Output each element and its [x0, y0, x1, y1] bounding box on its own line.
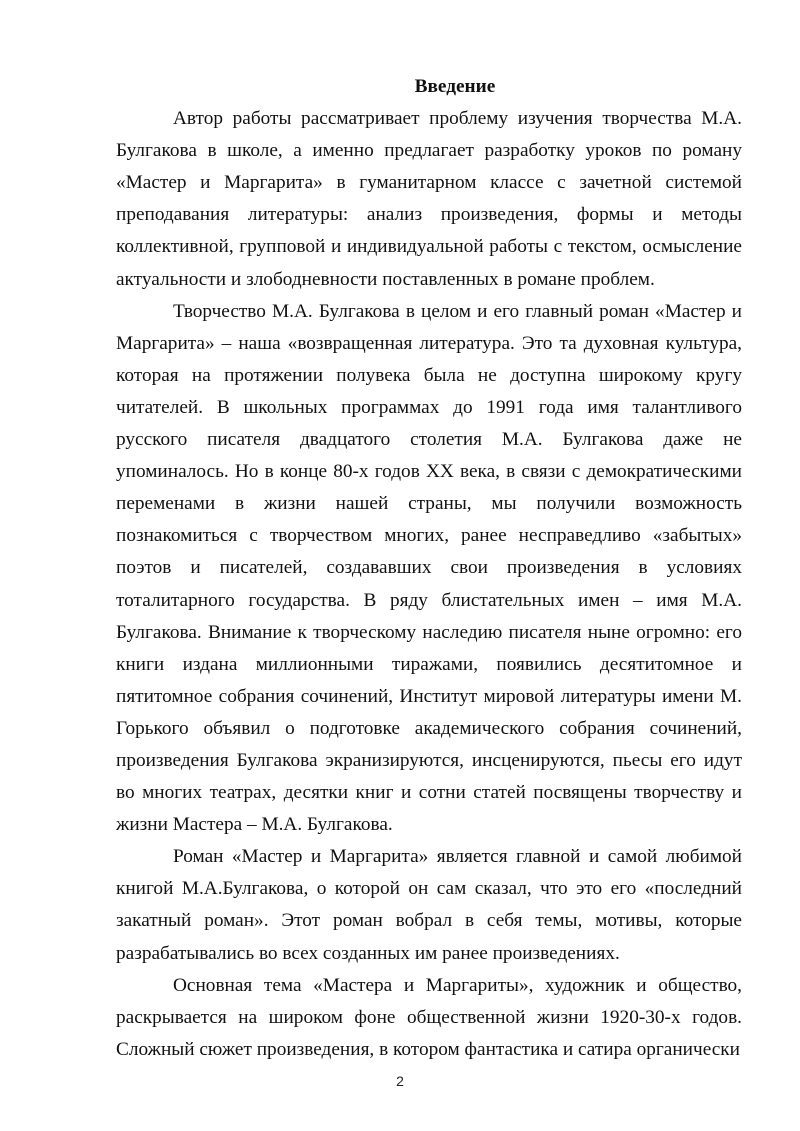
paragraph-1: Автор работы рассматривает проблему изучения творчества М.А. Булгакова в школе, а именно предлагает разработку уроков по роману «Мастер и Маргарита» в гуманитарном классе с зачетной системой преподавания литературы: анализ произведения, формы и методы коллективной, групповой и индивидуальной работы с текстом, осмысление актуальности и злободневности поставленных в романе проблем. — [116, 108, 742, 290]
paragraph-4: Основная тема «Мастера и Маргариты», художник и общество, раскрывается на широком фоне общественной жизни 1920-30-х годов. Сложный сюжет произведения, в котором фантастика и сатира органически — [116, 974, 742, 1060]
section-title: Введение — [414, 76, 496, 97]
paragraph-3: Роман «Мастер и Маргарита» является главной и самой любимой книгой М.А.Булгакова, о которой он сам сказал, что это его «последний закатный роман». Этот роман вобрал в себя темы, мотивы, которые разрабатывались во всех созданных им ранее произведениях. — [116, 846, 742, 964]
paragraph-2: Творчество М.А. Булгакова в целом и его главный роман «Мастер и Маргарита» – наша «возвращенная литература. Это та духовная культура, которая на протяжении полувека была не доступна широкому кругу читателей. В школьных программах до 1991 года имя талантливого русского писателя двадцатого столетия М.А. Булгакова даже не упоминалось. Но в конце 80-х годов XX века, в связи с демократическими переменами в жизни нашей страны, мы получили возможность познакомиться с творчеством многих, ранее несправедливо «забытых» поэтов и писателей, создававших свои произведения в условиях тоталитарного государства. В ряду блистательных имен – имя М.А. Булгакова. Внимание к творческому наследию писателя ныне огромно: его книги издана миллионными тиражами, появились десятитомное и пятитомное собрания сочинений, Институт мировой литературы имени М. Горького объявил о подготовке академического собрания сочинений, произведения Булгакова экранизируются, инсценируются, пьесы его идут во многих театрах, десятки книг и сотни статей посвящены творчеству и жизни Мастера – М.А. Булгакова. — [116, 300, 742, 836]
page-content — [116, 71, 742, 1066]
page-number: 2 — [396, 1073, 404, 1089]
